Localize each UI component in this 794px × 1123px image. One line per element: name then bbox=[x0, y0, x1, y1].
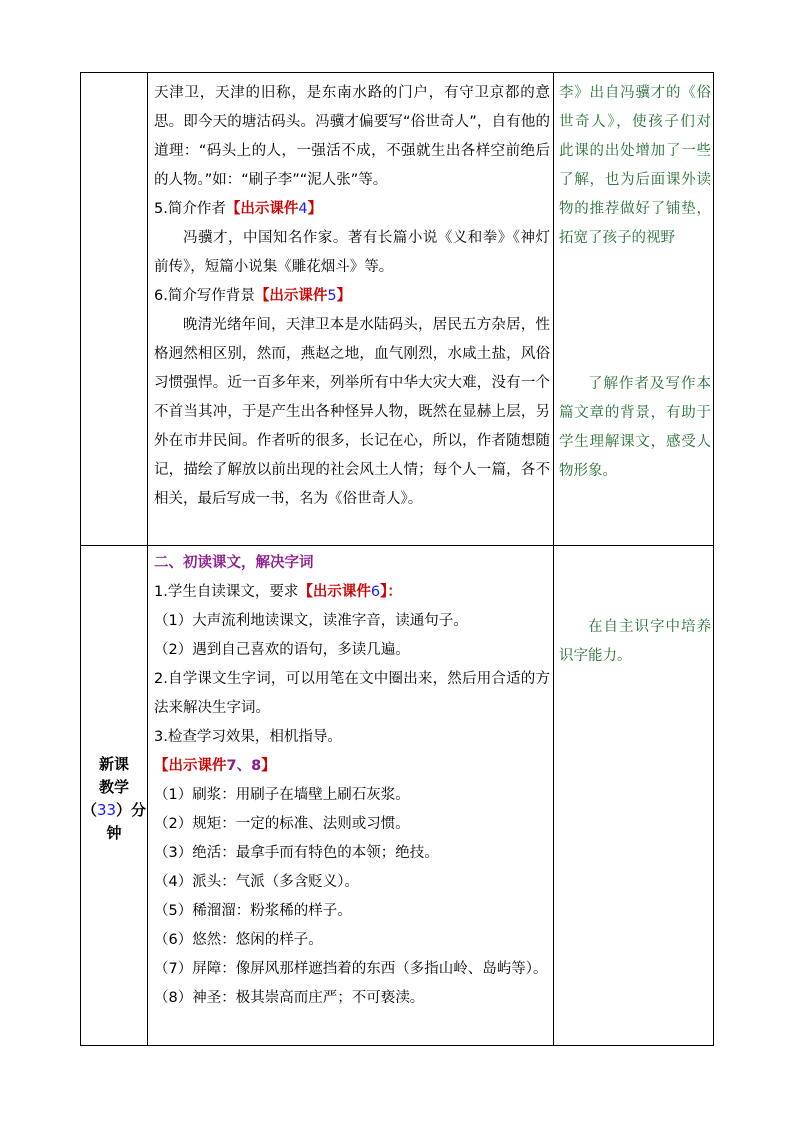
row1-note-mid: 了解作者及写作本篇文章的背景，有助于学生理解课文，感受人物形象。 bbox=[559, 376, 711, 479]
word-item: （6）悠然：悠闲的样子。 bbox=[154, 932, 323, 948]
word-item: （5）稀溜溜：粉浆稀的样子。 bbox=[154, 903, 352, 919]
row1-note-top: 李》出自冯骥才的《俗世奇人》，使孩子们对此课的出处增加了一些了解，也为后面课外读物的推荐做好了铺垫，拓宽了孩子的视野 bbox=[559, 85, 711, 246]
row2-note: 在自主识字中培养识字能力。 bbox=[559, 619, 711, 664]
word-item: （4）派头：气派（多含贬义）。 bbox=[154, 874, 359, 890]
courseware-tag-7-8: 【出示课件7、8】 bbox=[154, 758, 276, 774]
tianjin-paragraph: 天津卫，天津的旧称，是东南水路的门户，有守卫京都的意思。即今天的塘沽码头。冯骥才偏要写“俗世奇人”，自有他的道理：“码头上的人，一强活不成，不强就生出各样空前绝后的人物。”如：“刷子李”“泥人张”等。 bbox=[154, 85, 550, 188]
word-item: （3）绝活：最拿手而有特色的本领；绝技。 bbox=[154, 845, 439, 861]
item2: 2.自学课文生字词，可以用笔在文中圈出来，然后用合适的方法来解决生字词。 bbox=[154, 671, 550, 716]
row-divider bbox=[81, 545, 713, 546]
word-item: （1）刷浆：用刷子在墙壁上刷石灰浆。 bbox=[154, 787, 410, 803]
item3: 3.检查学习效果，相机指导。 bbox=[154, 729, 342, 745]
lesson-plan-table bbox=[80, 72, 714, 1046]
section-heading: 二、初读课文，解决字词 bbox=[154, 555, 314, 571]
section-label: 新课 教学 （33）分 钟 bbox=[81, 755, 147, 842]
background-intro: 晚清光绪年间，天津卫本是水陆码头，居民五方杂居，性格迥然相区别，然而，燕赵之地，血气刚烈，水咸土盐，风俗习惯强悍。近一百多年来，列举所有中华大灾大难，没有一个不首当其冲，于是产生出各种怪异人物，既然在显赫上层，另外在市井民间。作者听的很多，长记在心，所以，作者随想随记，描绘了解放以前出现的社会风土人情；每个人一篇，各不相关，最后写成一书，名为《俗世奇人》。 bbox=[154, 317, 550, 507]
word-item: （7）屏障：像屏风那样遮挡着的东西（多指山岭、岛屿等）。 bbox=[154, 961, 548, 977]
word-item: （2）规矩：一定的标准、法则或习惯。 bbox=[154, 816, 410, 832]
item1: 1.学生自读课文，要求【出示课件6】： bbox=[154, 584, 402, 600]
row1-main-cell bbox=[154, 79, 550, 545]
sub-item-2: （2）遇到自己喜欢的语句，多读几遍。 bbox=[154, 642, 410, 658]
row2-main-cell bbox=[154, 549, 550, 1045]
column-divider-1 bbox=[147, 73, 148, 1045]
sub-item-1: （1）大声流利地读课文，读准字音，读通句子。 bbox=[154, 613, 468, 629]
column-divider-2 bbox=[553, 73, 554, 1045]
word-item: （8）神圣：极其崇高而庄严；不可亵渎。 bbox=[154, 990, 425, 1006]
item5-heading: 5.简介作者【出示课件4】 bbox=[154, 201, 323, 217]
author-intro: 冯骥才，中国知名作家。著有长篇小说《义和拳》《神灯前传》，短篇小说集《雕花烟斗》等。 bbox=[154, 230, 550, 275]
item6-heading: 6.简介写作背景【出示课件5】 bbox=[154, 288, 352, 304]
